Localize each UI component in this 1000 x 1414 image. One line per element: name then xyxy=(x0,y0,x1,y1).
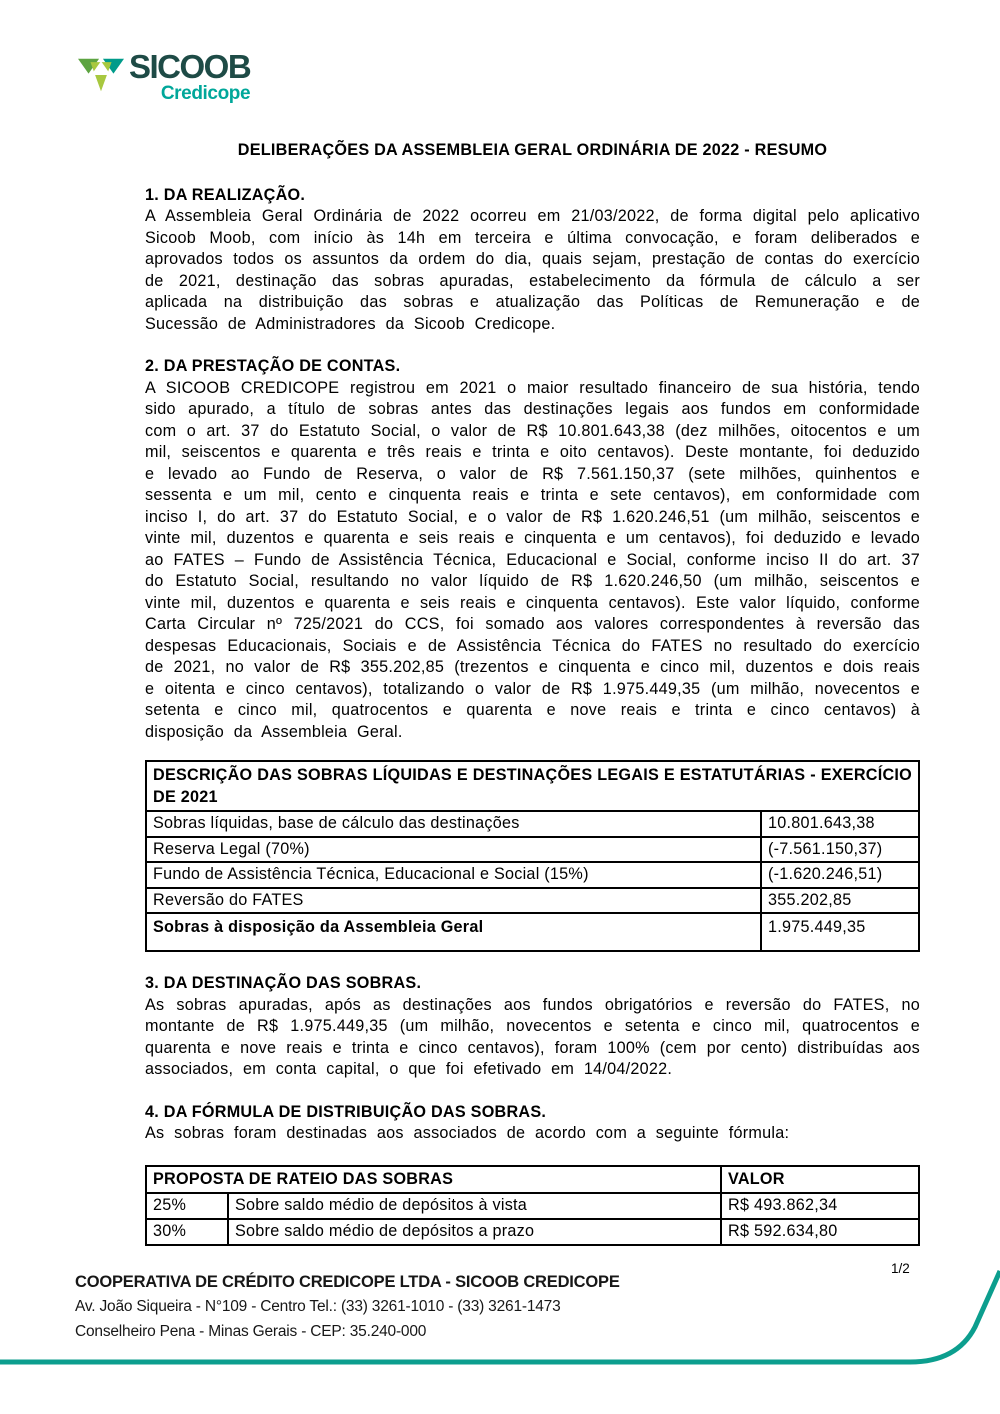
sicoob-logo xyxy=(78,48,250,104)
table-header-row xyxy=(146,1166,919,1194)
row-description: Sobre saldo médio de depósitos a prazo xyxy=(228,1219,721,1245)
document-footer xyxy=(75,1270,620,1344)
row-label: Sobras à disposição da Assembleia Geral xyxy=(146,913,761,951)
section-paragraph: A Assembleia Geral Ordinária de 2022 ocorreu em 21/03/2022, de forma digital pelo aplicativo Sicoob Moob, com início às 14h em terceira e última convocação, e foram deliberados e aprovados todos os assuntos da ordem do dia, quais sejam, prestação de contas do exercício de 2021, destinação das sobras apuradas, estabelecimento da fórmula de cálculo a ser aplicada na distribuição das sobras e atualização das Políticas de Remuneração e de Sucessão de Administradores da Sicoob Credicope. xyxy=(145,207,920,333)
table-row xyxy=(146,1193,919,1219)
table-row xyxy=(146,837,919,863)
row-value: 10.801.643,38 xyxy=(761,811,919,837)
section-heading: 4. DA FÓRMULA DE DISTRIBUIÇÃO DAS SOBRAS. xyxy=(145,1102,547,1121)
row-value: R$ 493.862,34 xyxy=(721,1193,919,1219)
section-heading: 1. DA REALIZAÇÃO. xyxy=(145,185,306,204)
sicoob-triangle-icon xyxy=(78,58,124,92)
table-row xyxy=(146,811,919,837)
section-prestacao-de-contas xyxy=(145,356,920,743)
footer-address-line2: Conselheiro Pena - Minas Gerais - CEP: 35.240-000 xyxy=(75,1323,427,1340)
logo-brand-name: SICOOB xyxy=(129,48,251,85)
section-paragraph: As sobras foram destinadas aos associados de acordo com a seguinte fórmula: xyxy=(145,1124,790,1142)
logo-sub-brand: Credicope xyxy=(160,83,251,104)
table-title-cell: DESCRIÇÃO DAS SOBRAS LÍQUIDAS E DESTINAÇÕES LEGAIS E ESTATUTÁRIAS - EXERCÍCIO DE 2021 xyxy=(146,761,919,811)
section-realizacao xyxy=(145,185,920,336)
row-value: 355.202,85 xyxy=(761,888,919,914)
row-value: (-1.620.246,51) xyxy=(761,862,919,888)
row-description: Sobre saldo médio de depósitos à vista xyxy=(228,1193,721,1219)
row-value: 1.975.449,35 xyxy=(761,913,919,951)
footer-address-line1: Av. João Siqueira - N°109 - Centro Tel.: (33) 3261-1010 - (33) 3261-1473 xyxy=(75,1298,561,1315)
section-paragraph: As sobras apuradas, após as destinações aos fundos obrigatórios e reversão do FATES, no montante de R$ 1.975.449,35 (um milhão, novecentos e setenta e cinco mil, quatrocentos e quarenta e nove reais e trinta e cinco centavos), foram 100% (cem por cento) distribuídas aos associados, em conta capital, o que foi efetivado em 14/04/2022. xyxy=(145,995,920,1078)
rateio-sobras-table xyxy=(145,1165,920,1247)
document-title: DELIBERAÇÕES DA ASSEMBLEIA GERAL ORDINÁRIA DE 2022 - RESUMO xyxy=(237,141,828,159)
table-header-row xyxy=(146,761,919,811)
section-heading: 2. DA PRESTAÇÃO DE CONTAS. xyxy=(145,357,401,375)
value-header-cell: VALOR xyxy=(721,1166,919,1194)
footer-company-name: COOPERATIVA DE CRÉDITO CREDICOPE LTDA - SICOOB CREDICOPE xyxy=(75,1273,620,1291)
row-percentage: 25% xyxy=(146,1193,228,1219)
row-label: Fundo de Assistência Técnica, Educacional e Social (15%) xyxy=(146,862,761,888)
row-percentage: 30% xyxy=(146,1219,228,1245)
row-value: R$ 592.634,80 xyxy=(721,1219,919,1245)
row-label: Sobras líquidas, base de cálculo das destinações xyxy=(146,811,761,837)
page-number: 1/2 xyxy=(891,1261,910,1276)
table-row xyxy=(146,862,919,888)
logo-text xyxy=(129,48,250,104)
section-destinacao-sobras xyxy=(145,973,920,1081)
section-heading: 3. DA DESTINAÇÃO DAS SOBRAS. xyxy=(145,974,422,992)
section-formula-distribuicao xyxy=(145,1102,920,1145)
table-row xyxy=(146,1219,919,1245)
document-body xyxy=(145,140,920,1246)
table-row xyxy=(146,888,919,914)
row-label: Reserva Legal (70%) xyxy=(146,837,761,863)
sobras-liquidas-table xyxy=(145,760,920,952)
table-title-cell: PROPOSTA DE RATEIO DAS SOBRAS xyxy=(146,1166,721,1194)
row-label: Reversão do FATES xyxy=(146,888,761,914)
section-paragraph: A SICOOB CREDICOPE registrou em 2021 o maior resultado financeiro de sua história, tendo sido apurado, a título de sobras antes das destinações legais aos fundos em conformidade com o art. 37 do Estatuto Social, o valor de R$ 10.801.643,38 (dez milhões, oitocentos e um mil, seiscentos e quarenta e três reais e trinta e oito centavos). Deste montante, foi deduzido e levado ao Fundo de Reserva, o valor de R$ 7.561.150,37 (sete milhões, quinhentos e sessenta e um mil, cento e cinquenta reais e trinta e sete centavos), em conformidade com inciso I, do art. 37 do Estatuto Social, e o valor de R$ 1.620.246,51 (um milhão, seiscentos e vinte mil, duzentos e quarenta e seis reais e cinquenta e um centavos), foi deduzido e levado ao FATES – Fundo de Assistência Técnica, Educacional e Social, conforme inciso II do art. 37 do Estatuto Social, resultando no valor líquido de R$ 1.620.246,50 (um milhão, seiscentos e vinte mil, duzentos e quarenta e seis reais e cinquenta centavos). Este valor líquido, conforme Carta Circular nº 725/2021 do CCS, foi somado aos valores correspondentes à reversão das despesas Educacionais, Sociais e de Assistência Técnica do FATES no resultado do exercício de 2021, no valor de R$ 355.202,85 (trezentos e cinquenta e cinco mil, duzentos e dois reais e oitenta e cinco centavos), totalizando o valor de R$ 1.975.449,35 (um milhão, novecentos e setenta e cinco mil, quatrocentos e quarenta e nove reais e trinta e cinco centavos) à disposição da Assembleia Geral. xyxy=(145,378,920,741)
table-total-row xyxy=(146,913,919,951)
row-value: (-7.561.150,37) xyxy=(761,837,919,863)
